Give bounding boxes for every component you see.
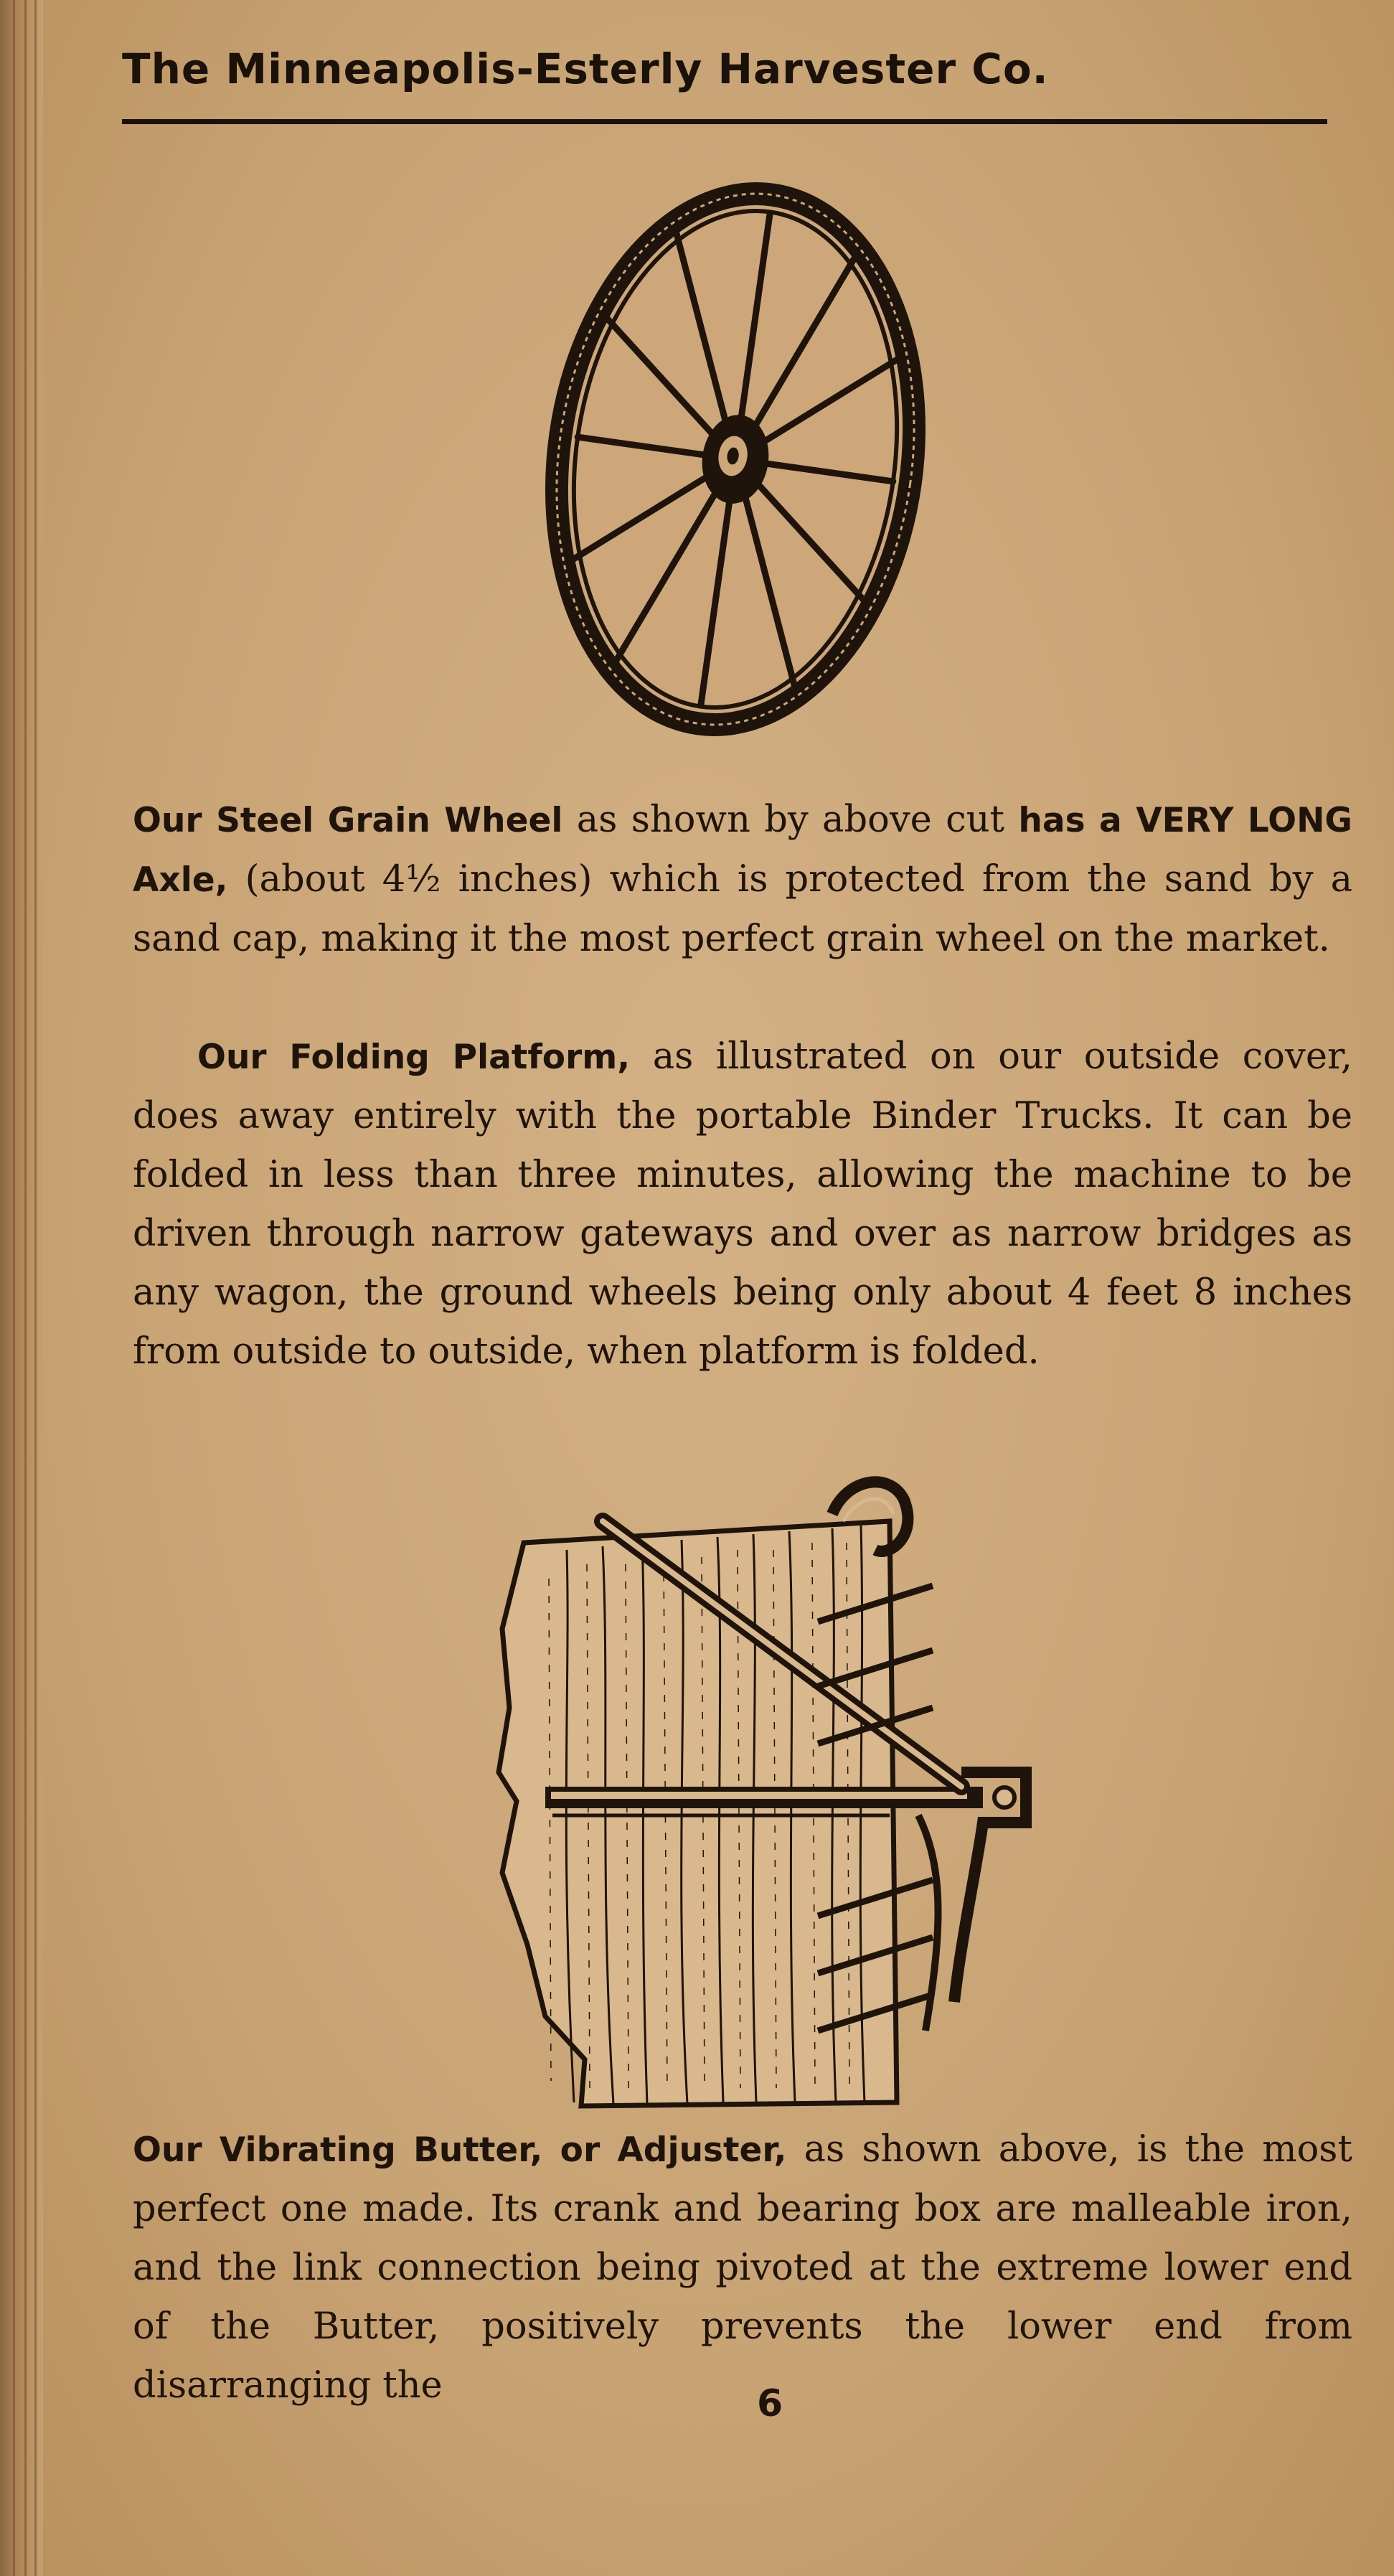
page-binding — [0, 0, 43, 2576]
page-header-title: The Minneapolis-Esterly Harvester Co. — [122, 44, 1049, 93]
grain-wheel-lead: Our Steel Grain Wheel — [133, 801, 563, 840]
vibrating-butter-lead: Our Vibrating Butter, or Adjuster, — [133, 2130, 787, 2170]
grain-wheel-text-2: (about 4½ inches) which is protected from the sand by a sand cap, making it the most perfect grain wheel on the market. — [133, 858, 1352, 960]
vibrating-butter-illustration — [459, 1471, 1047, 2117]
vibrating-butter-text: as shown above, is the most perfect one made. Its crank and bearing box are malleable iron, and the link connection being pivoted at the extreme lower end of the Butter, positively prevents the lower end from disarranging the — [133, 2128, 1352, 2407]
folding-platform-paragraph — [133, 1028, 1352, 1381]
folding-platform-text: as illustrated on our outside cover, does away entirely with the portable Binder Trucks. It can be folded in less than three minutes, allowing the machine to be driven through narrow gateways and over as narrow bridges as any wagon, the ground wheels being only about 4 feet 8 inches from outside to outside, when platform is folded. — [133, 1035, 1352, 1373]
header-rule — [122, 119, 1327, 124]
page-number: 6 — [757, 2382, 783, 2425]
grain-wheel-paragraph — [133, 791, 1352, 969]
folding-platform-lead: Our Folding Platform, — [197, 1038, 631, 1077]
vibrating-butter-paragraph — [133, 2120, 1352, 2415]
binding-line — [13, 0, 15, 2576]
binding-line — [34, 0, 37, 2576]
steel-grain-wheel-illustration — [538, 172, 940, 746]
grain-wheel-bold-axle: has a VERY LONG Axle, — [133, 801, 1352, 900]
binding-line — [24, 0, 27, 2576]
grain-wheel-text-1: as shown by above cut — [562, 799, 1019, 841]
